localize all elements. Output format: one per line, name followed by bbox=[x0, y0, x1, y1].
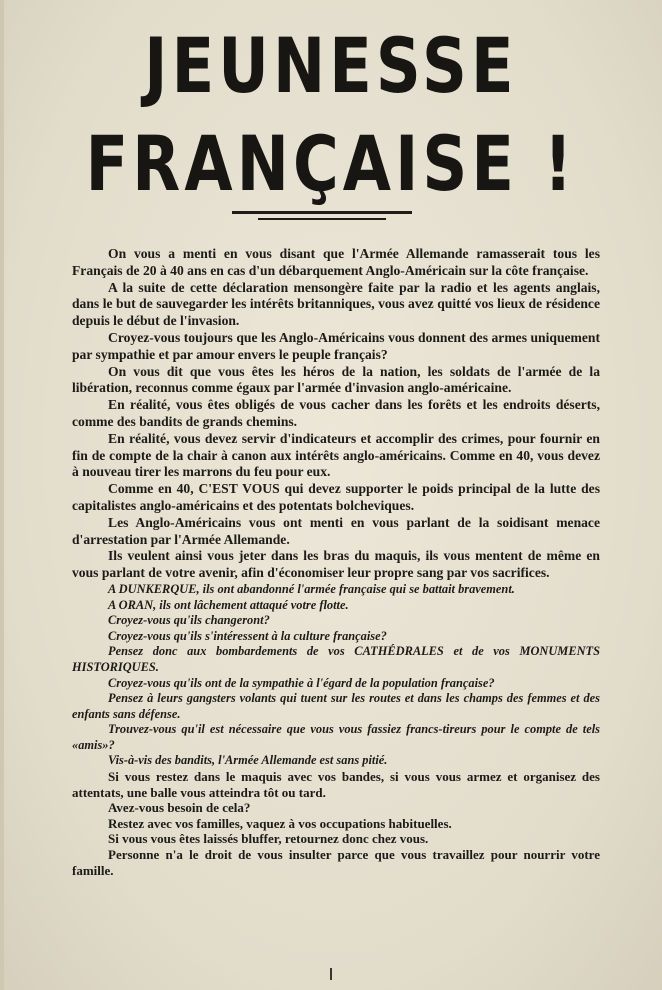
paragraph: Pensez à leurs gangsters volants qui tuent sur les routes et dans les champs des femmes et des enfants sans défense. bbox=[72, 691, 600, 721]
paragraph: A DUNKERQUE, ils ont abandonné l'armée française qui se battait bravement. bbox=[108, 581, 515, 596]
paragraph: Restez avec vos familles, vaquez à vos occupations habituelles. bbox=[108, 815, 452, 831]
paragraph: Croyez-vous qu'ils ont de la sympathie à l'égard de la population française? bbox=[108, 675, 495, 690]
paper-edge bbox=[0, 0, 4, 990]
fold-mark bbox=[330, 968, 332, 980]
paragraph: Avez-vous besoin de cela? bbox=[108, 800, 251, 816]
paragraph: Comme en 40, C'EST VOUS qui devez supporter le poids principal de la lutte des capitalistes anglo-américains et des potentats bolcheviques. bbox=[72, 481, 600, 513]
paragraph: On vous a menti en vous disant que l'Armée Allemande ramasserait tous les Français de 20 à 40 ans en cas d'un débarquement Anglo-Américain sur la côte française. bbox=[72, 246, 600, 278]
paragraph: Trouvez-vous qu'il est nécessaire que vous vous fassiez francs-tireurs pour le compte de tels «amis»? bbox=[72, 722, 600, 752]
headline-line-2: FRANÇAISE ! bbox=[85, 119, 577, 208]
paragraph: A la suite de cette déclaration mensongère faite par la radio et les agents anglais, dans le but de sauvegarder les intérêts britanniques, vous avez quitté vos lieux de résidence depuis le début de l'invasion. bbox=[72, 279, 600, 329]
paragraph: Ils veulent ainsi vous jeter dans les bras du maquis, ils vous mentent de même en vous parlant de votre avenir, afin d'économiser leur propre sang par vos sacrifices. bbox=[72, 548, 600, 581]
paragraph: En réalité, vous êtes obligés de vous cacher dans les forêts et les endroits déserts, comme des bandits de grands chemins. bbox=[72, 397, 600, 429]
paragraph: En réalité, vous devez servir d'indicateurs et accomplir des crimes, pour fournir en fin de compte de la chair à canon aux intérêts anglo-américains. Comme en 40, vous devez à nouveau tirer les marrons du feu pour eux. bbox=[72, 430, 600, 480]
leaflet-text bbox=[72, 246, 600, 878]
paragraph: On vous dit que vous êtes les héros de la nation, les soldats de l'armée de la libération, reconnus comme égaux par l'armée d'invasion anglo-américaine. bbox=[72, 363, 600, 396]
paragraph: Croyez-vous toujours que les Anglo-Américains vous donnent des armes uniquement par sympathie et par amour envers le peuple français? bbox=[72, 329, 600, 362]
paragraph: Les Anglo-Américains vous ont menti en vous parlant de la soidisant menace d'arrestation par l'Armée Allemande. bbox=[72, 514, 600, 547]
paragraph: Croyez-vous qu'ils s'intéressent à la culture française? bbox=[108, 628, 387, 643]
paragraph: Si vous restez dans le maquis avec vos bandes, si vous vous armez et organisez des attentats, une balle vous atteindra tôt ou tard. bbox=[72, 769, 600, 800]
paragraph: A ORAN, ils ont lâchement attaqué votre flotte. bbox=[108, 597, 349, 612]
title-rule bbox=[232, 211, 412, 214]
paragraph: Croyez-vous qu'ils changeront? bbox=[108, 613, 270, 628]
headline-line-1: JEUNESSE bbox=[144, 21, 518, 110]
title-rule-short bbox=[258, 218, 386, 220]
paragraph: Pensez donc aux bombardements de vos CATHÉDRALES et de vos MONUMENTS HISTORIQUES. bbox=[72, 644, 600, 674]
paragraph: Vis-à-vis des bandits, l'Armée Allemande est sans pitié. bbox=[108, 753, 388, 768]
paragraph: Personne n'a le droit de vous insulter parce que vous travaillez pour nourrir votre famille. bbox=[72, 847, 600, 878]
paragraph: Si vous vous êtes laissés bluffer, retournez donc chez vous. bbox=[108, 831, 429, 847]
